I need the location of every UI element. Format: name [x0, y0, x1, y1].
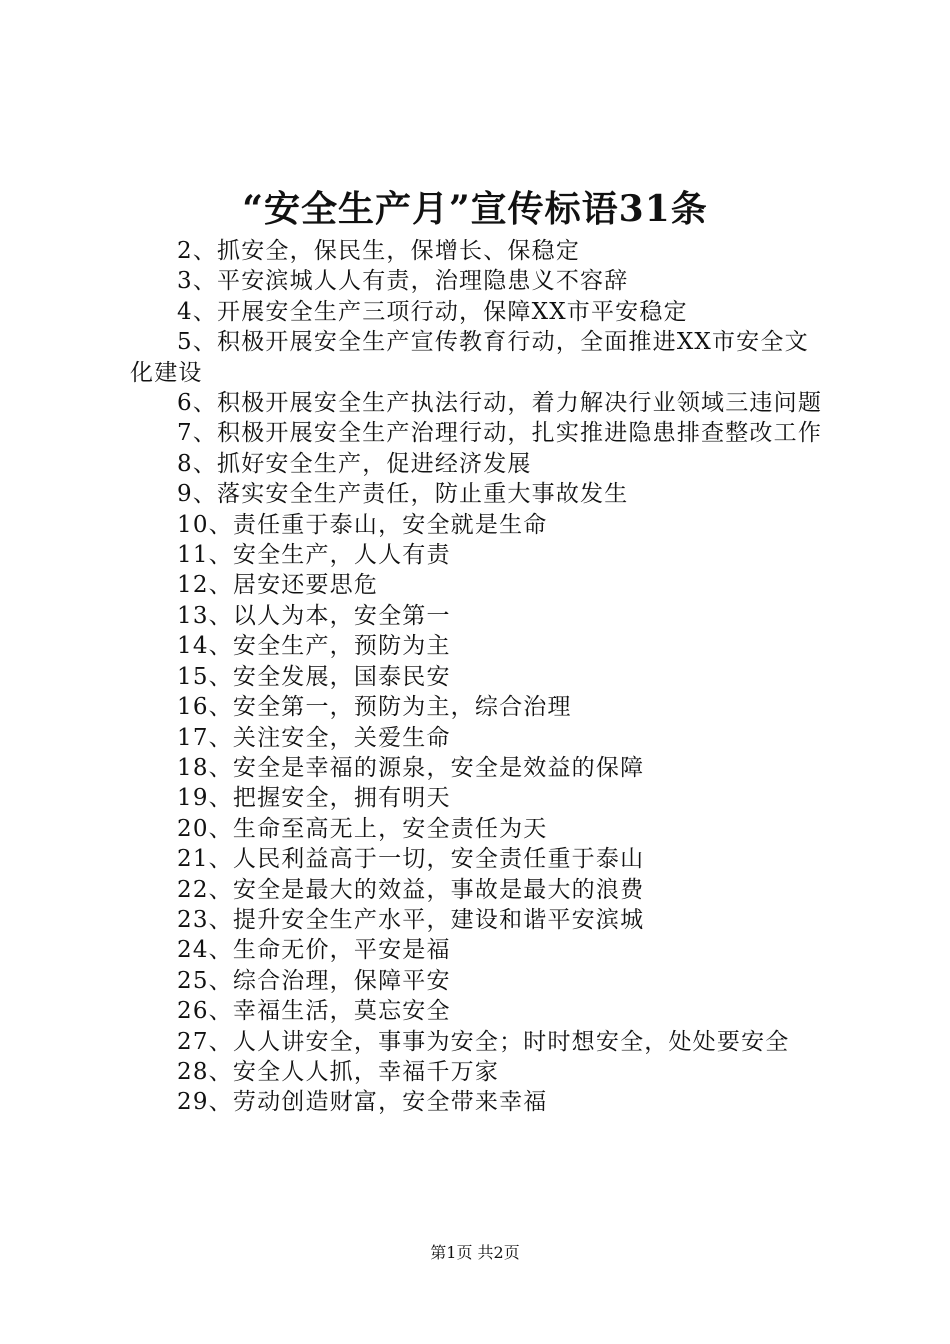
list-item: 3、平安滨城人人有责，治理隐患义不容辞 — [177, 268, 629, 295]
list-item: 27、人人讲安全，事事为安全；时时想安全，处处要安全 — [177, 1028, 790, 1055]
slogan-list — [130, 236, 830, 1118]
list-item: 22、安全是最大的效益，事故是最大的浪费 — [177, 876, 645, 903]
list-item: 7、积极开展安全生产治理行动，扎实推进隐患排查整改工作 — [177, 420, 823, 447]
list-item: 9、落实安全生产责任，防止重大事故发生 — [177, 481, 629, 508]
document-title: “安全生产月”宣传标语31条 — [242, 188, 708, 230]
page-footer: 第1页 共2页 — [430, 1243, 520, 1262]
list-item: 17、关注安全，关爱生命 — [177, 724, 451, 751]
list-item: 21、人民利益高于一切，安全责任重于泰山 — [177, 846, 645, 873]
list-item: 20、生命至高无上，安全责任为天 — [177, 815, 548, 842]
list-item: 25、综合治理，保障平安 — [177, 967, 451, 994]
list-item: 14、安全生产，预防为主 — [177, 633, 451, 660]
list-item: 23、提升安全生产水平，建设和谐平安滨城 — [177, 906, 645, 933]
list-item: 24、生命无价，平安是福 — [177, 937, 451, 964]
list-item: 5、积极开展安全生产宣传教育行动，全面推进XX市安全文化建设 — [130, 329, 809, 386]
list-item: 26、幸福生活，莫忘安全 — [177, 998, 451, 1025]
list-item: 4、开展安全生产三项行动，保障XX市平安稳定 — [177, 298, 688, 325]
list-item: 16、安全第一，预防为主，综合治理 — [177, 694, 572, 721]
list-item: 10、责任重于泰山，安全就是生命 — [177, 511, 548, 538]
list-item: 2、抓安全，保民生，保增长、保稳定 — [177, 238, 581, 264]
list-item: 13、以人为本，安全第一 — [177, 602, 451, 629]
list-item: 12、居安还要思危 — [177, 572, 379, 599]
list-item: 28、安全人人抓，幸福千万家 — [177, 1058, 500, 1085]
list-item: 11、安全生产，人人有责 — [177, 542, 451, 569]
list-item: 15、安全发展，国泰民安 — [177, 663, 451, 690]
list-item: 18、安全是幸福的源泉，安全是效益的保障 — [177, 754, 645, 781]
list-item: 6、积极开展安全生产执法行动，着力解决行业领域三违问题 — [177, 390, 823, 417]
list-item: 8、抓好安全生产，促进经济发展 — [177, 450, 532, 477]
list-item: 29、劳动创造财富，安全带来幸福 — [177, 1089, 548, 1116]
list-item: 19、把握安全，拥有明天 — [177, 785, 451, 812]
